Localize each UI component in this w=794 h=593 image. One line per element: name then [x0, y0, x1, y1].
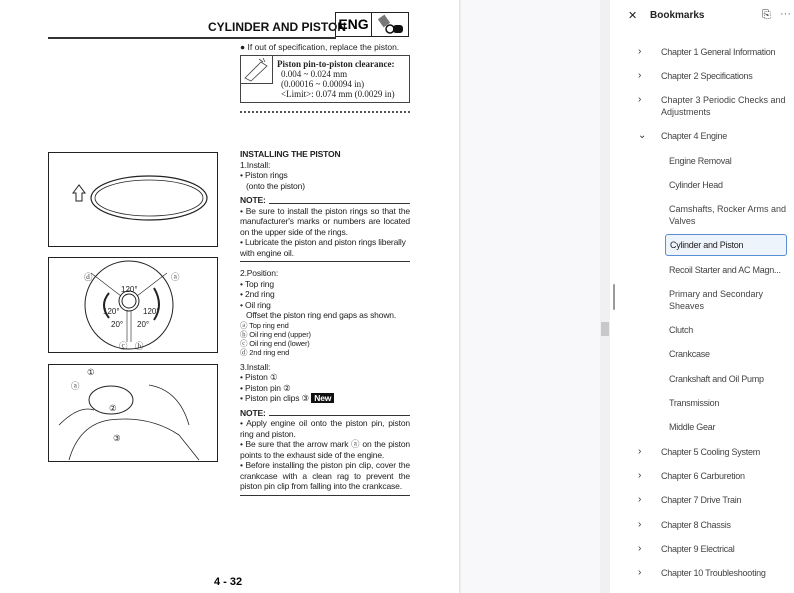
chevron-right-icon[interactable]: › [638, 494, 642, 505]
figure-ring-gaps [48, 257, 218, 353]
spec-line: 0.004 ~ 0.024 mm [281, 69, 348, 79]
spec-line: (0.00016 ~ 0.00094 in) [281, 79, 365, 89]
bookmark-label: Chapter 6 Carburetion [661, 471, 745, 481]
step-item: • Top ring [240, 278, 274, 289]
legend-item: ⓐ Top ring end [240, 320, 289, 330]
angle-label: 120° [143, 307, 160, 316]
bookmark-label: Chapter 1 General Information [661, 47, 776, 57]
bookmarks-header [616, 0, 794, 32]
bookmark-label: Chapter 5 Cooling System [661, 447, 761, 457]
chevron-right-icon[interactable]: › [638, 470, 642, 481]
bookmark-label: Cylinder Head [669, 180, 723, 190]
dotted-divider [240, 111, 410, 113]
step-item: • Piston rings [240, 170, 288, 180]
bookmark-label: Camshafts, Rocker Arms and Valves [669, 204, 787, 226]
note-item: • Before installing the piston pin clip, cover the crankcase with a clean rag to prevent the piston pin clip from falling into the crankcase. [240, 460, 410, 491]
bookmark-label: Engine Removal [669, 156, 732, 166]
note-rule [269, 415, 410, 416]
bookmark-label: Chapter 2 Specifications [661, 71, 753, 81]
bookmark-label: Chapter 3 Periodic Checks and Adjustments [661, 95, 786, 117]
callout-a: ⓐ [71, 381, 80, 391]
eng-label: ENG [336, 13, 372, 36]
bookmark-label: Cylinder and Piston [665, 234, 787, 256]
bookmarks-title: Bookmarks [650, 10, 705, 21]
bookmarks-panel [616, 0, 794, 593]
header-rule [48, 37, 336, 39]
spec-box [240, 55, 410, 103]
page-header-title: CYLINDER AND PISTON [208, 20, 347, 34]
chevron-down-icon[interactable]: ⌄ [638, 130, 647, 141]
engine-icon [372, 13, 408, 36]
step-item [240, 393, 410, 404]
bookmark-label: Chapter 4 Engine [661, 131, 728, 141]
step-label: 1.Install: [240, 159, 271, 170]
step-item: • Oil ring [240, 299, 271, 310]
note-heading [240, 408, 410, 419]
bookmark-add-icon[interactable]: ⎘ [762, 9, 771, 21]
callout-d: ⓓ [84, 272, 93, 282]
chevron-right-icon[interactable]: › [638, 46, 642, 57]
chevron-right-icon[interactable]: › [638, 446, 642, 457]
note-item: • Be sure to install the piston rings so that the manufacturer's marks or numbers are located on the upper side of the rings. [240, 205, 410, 237]
step-item: • Piston ① [240, 372, 278, 382]
bookmark-label: Recoil Starter and AC Magn... [669, 265, 781, 275]
spec-line: <Limit>: 0.074 mm (0.0029 in) [281, 89, 395, 99]
close-icon[interactable]: ✕ [628, 10, 638, 22]
instructions-column [240, 149, 410, 502]
figure-piston-rings [48, 152, 218, 247]
note-item: • Lubricate the piston and piston rings liberally with engine oil. [240, 237, 406, 258]
bookmark-label: Chapter 10 Troubleshooting [661, 568, 766, 578]
angle-label: 120° [103, 307, 120, 316]
angle-label: 20° [137, 320, 150, 329]
section-title: INSTALLING THE PISTON [240, 149, 341, 159]
chevron-right-icon[interactable]: › [638, 70, 642, 81]
chevron-right-icon[interactable]: › [638, 567, 642, 578]
bookmark-label: Primary and Secondary Sheaves [669, 289, 764, 311]
note-item: • Apply engine oil onto the piston pin, piston ring and piston. [240, 418, 410, 439]
bookmark-label: Clutch [669, 325, 694, 335]
step-item: • 2nd ring [240, 289, 275, 299]
note-item: • Be sure that the arrow mark ⓐ on the piston points to the exhaust side of the engine. [240, 439, 410, 460]
callout-2: ② [109, 403, 117, 413]
callout-1: ① [87, 367, 95, 377]
chevron-right-icon[interactable]: › [638, 519, 642, 530]
note-end-rule [240, 261, 410, 262]
legend-item: ⓓ 2nd ring end [240, 347, 290, 357]
legend-item: ⓒ Oil ring end (lower) [240, 338, 310, 348]
bookmark-label: Chapter 7 Drive Train [661, 495, 742, 505]
chevron-right-icon[interactable]: › [638, 543, 642, 554]
document-scrollbar[interactable] [600, 0, 610, 593]
legend-item: ⓑ Oil ring end (upper) [240, 329, 311, 339]
spec-title: Piston pin-to-piston clearance: [277, 59, 395, 69]
bookmark-label: Chapter 9 Electrical [661, 544, 735, 554]
note-rule [269, 203, 410, 204]
step-item: Offset the piston ring end gaps as shown. [246, 310, 397, 320]
figure-piston-install [48, 364, 218, 462]
page-number: 4 - 32 [214, 576, 243, 588]
panel-resize-handle[interactable] [613, 284, 615, 310]
step-label: 3.Install: [240, 361, 271, 372]
callout-b: ⓑ [135, 341, 144, 351]
document-gutter [460, 0, 600, 593]
chevron-right-icon[interactable]: › [638, 94, 642, 105]
bookmark-label: Chapter 8 Chassis [661, 520, 731, 530]
caliper-icon [241, 56, 273, 84]
eng-badge [335, 12, 409, 37]
bookmark-label: Transmission [669, 398, 720, 408]
note-end-rule [240, 495, 410, 496]
step-label: 2.Position: [240, 268, 279, 278]
callout-3: ③ [113, 433, 121, 443]
callout-a: ⓐ [171, 272, 180, 282]
note-heading [240, 195, 410, 206]
bookmark-label: Crankcase [669, 349, 710, 359]
if-out-text: ● If out of specification, replace the piston. [240, 42, 400, 52]
angle-label: 20° [111, 320, 124, 329]
note-label: NOTE: [240, 195, 266, 205]
bookmark-label: Crankshaft and Oil Pump [669, 374, 764, 384]
step-item: (onto the piston) [246, 180, 305, 191]
bookmark-label: Middle Gear [669, 422, 716, 432]
callout-c: ⓒ [119, 341, 128, 351]
scrollbar-thumb[interactable] [601, 322, 609, 336]
new-badge: New [311, 393, 334, 403]
angle-label: 120° [121, 285, 138, 294]
step-item-text: • Piston pin clips ③ [240, 393, 310, 403]
more-options-icon[interactable]: ··· [780, 8, 791, 20]
note-label: NOTE: [240, 407, 266, 418]
step-item: • Piston pin ② [240, 382, 291, 393]
